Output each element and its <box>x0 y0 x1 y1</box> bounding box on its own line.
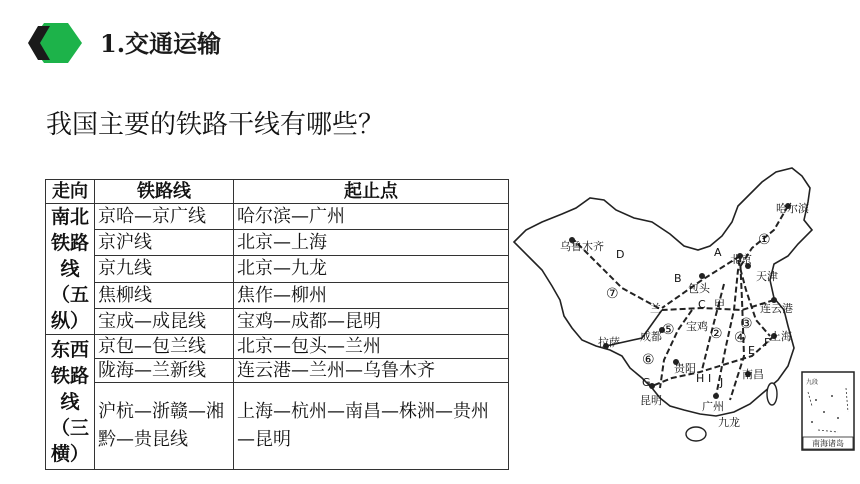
table-header-row <box>46 180 509 204</box>
line-number-label: ① <box>758 232 771 248</box>
taiwan-island <box>767 383 777 405</box>
line-letter-label: I <box>708 372 712 385</box>
line-letter-label: 甲 <box>714 298 725 311</box>
line-number-label: ⑦ <box>606 286 619 302</box>
city-dot <box>699 273 705 279</box>
city-label: 乌鲁木齐 <box>560 240 604 253</box>
header-line: 铁路线 <box>95 180 234 204</box>
line-letter-label: F <box>764 336 771 349</box>
railway-line-cell: 京沪线 <box>95 230 234 256</box>
city-label: 南昌 <box>742 368 764 381</box>
city-label: 宝鸡 <box>686 320 708 333</box>
railway-line-cell: 焦柳线 <box>95 282 234 308</box>
table-row <box>46 204 509 230</box>
question-text: 我国主要的铁路干线有哪些？ <box>46 110 385 140</box>
line-letter-label: E <box>748 344 755 357</box>
endpoints-cell: 宝鸡—成都—昆明 <box>234 308 509 334</box>
city-label: 北京 <box>730 253 752 266</box>
city-label: 贵阳 <box>674 362 696 375</box>
city-label: 包头 <box>688 282 710 295</box>
south-china-sea-inset <box>802 372 854 450</box>
island-dot <box>831 395 833 397</box>
city-label: 连云港 <box>760 302 793 315</box>
section-marker <box>24 20 86 66</box>
table-row <box>46 230 509 256</box>
table-row <box>46 256 509 282</box>
endpoints-cell: 北京—上海 <box>234 230 509 256</box>
inset-title: 南海诸岛 <box>812 439 844 448</box>
island-dot <box>811 421 813 423</box>
city-dot <box>713 393 719 399</box>
hainan-island <box>686 427 706 441</box>
line-number-label: ② <box>710 326 723 342</box>
china-railway-map <box>512 160 860 456</box>
line-letter-label: B <box>674 272 682 285</box>
line-number-label: ⑤ <box>662 322 675 338</box>
railway-line-cell: 宝成—成昆线 <box>95 308 234 334</box>
direction-east-west: 东西铁路线（三横） <box>46 335 95 470</box>
endpoints-cell: 连云港—兰州—乌鲁木齐 <box>234 359 509 383</box>
line-number-label: ③ <box>740 316 753 332</box>
table-row <box>46 383 509 470</box>
table-row <box>46 308 509 334</box>
line-letter-label: D <box>616 248 625 261</box>
city-label: 哈尔滨 <box>776 202 809 215</box>
line-letter-label: A <box>714 246 722 259</box>
endpoints-cell: 哈尔滨—广州 <box>234 204 509 230</box>
city-label: 天津 <box>756 270 778 283</box>
inset-small-label: 九段 <box>806 379 819 386</box>
direction-north-south: 南北铁路线（五纵） <box>46 204 95 335</box>
city-label: 上海 <box>770 330 792 343</box>
header-points: 起止点 <box>234 180 509 204</box>
railway-line-cell: 陇海—兰新线 <box>95 359 234 383</box>
china-outline <box>514 168 812 416</box>
endpoints-cell: 北京—包头—兰州 <box>234 335 509 359</box>
table-row <box>46 335 509 359</box>
city-label: 成都 <box>640 330 662 343</box>
endpoints-cell: 上海—杭州—南昌—株洲—贵州—昆明 <box>234 383 509 470</box>
line-letter-label: H <box>696 372 705 385</box>
railway-line-cell: 京九线 <box>95 256 234 282</box>
island-dot <box>823 411 825 413</box>
endpoints-cell: 焦作—柳州 <box>234 282 509 308</box>
railway-line-cell: 京包—包兰线 <box>95 335 234 359</box>
line-number-label: ⑥ <box>642 352 655 368</box>
island-dot <box>837 417 839 419</box>
line-letter-label: C <box>698 298 706 311</box>
city-label: 兰 <box>650 302 661 315</box>
hexagon-icon <box>24 20 86 66</box>
railway-line-cell: 京哈—京广线 <box>95 204 234 230</box>
railway-table <box>45 179 509 470</box>
railway-line-cell: 沪杭—浙赣—湘黔—贵昆线 <box>95 383 234 470</box>
city-label: 昆明 <box>640 394 662 407</box>
table-row <box>46 282 509 308</box>
endpoints-cell: 北京—九龙 <box>234 256 509 282</box>
table-row <box>46 359 509 383</box>
line-letter-label: G <box>642 376 651 389</box>
city-label: 九龙 <box>718 416 740 429</box>
header-direction: 走向 <box>46 180 95 204</box>
line-letter-label: J <box>720 376 724 389</box>
section-heading: 1.交通运输 <box>100 29 222 58</box>
island-dot <box>815 399 817 401</box>
city-label: 广州 <box>702 400 724 413</box>
line-number-label: ④ <box>734 330 747 346</box>
city-label: 拉萨 <box>598 336 620 349</box>
